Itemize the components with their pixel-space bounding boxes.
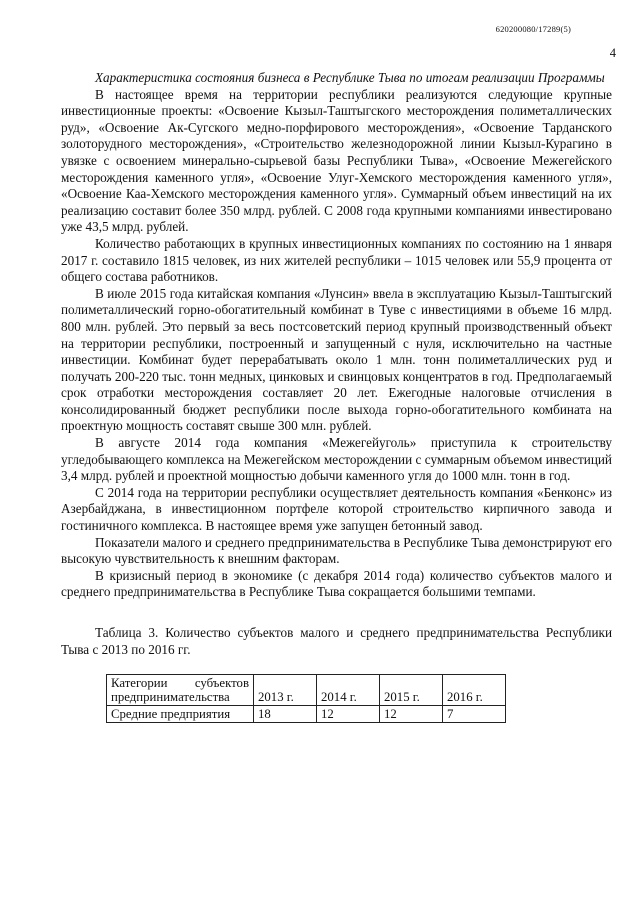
table-cell-2014: 12 — [317, 706, 380, 723]
sme-table — [106, 674, 506, 723]
paragraph-benkons: С 2014 года на территории республики осуществляет деятельность компания «Бенконс» из Азербайджана, в инвестиционном портфеле которой строительство кирпичного завода и гостиничного комплекса. В настоящее время уже запущен бетонный завод. — [61, 484, 612, 534]
table-cell-2016: 7 — [443, 706, 506, 723]
table-header-category: Категории субъектов предпринимательства — [107, 675, 254, 706]
table-row — [107, 706, 506, 723]
table-cell-category: Средние предприятия — [107, 706, 254, 723]
table-header-2015: 2015 г. — [380, 675, 443, 706]
paragraph-sme-indicators: Показатели малого и среднего предпринимательства в Республике Тыва демонстрируют его высокую чувствительность к внешним факторам. — [61, 534, 612, 567]
table-caption: Таблица 3. Количество субъектов малого и среднего предпринимательства Республики Тыва с 2013 по 2016 гг. — [61, 625, 612, 657]
section-title: Характеристика состояния бизнеса в Республике Тыва по итогам реализации Программы — [95, 70, 605, 85]
paragraph-crisis: В кризисный период в экономике (с декабря 2014 года) количество субъектов малого и среднего предпринимательства в Республике Тыва сокращается большими темпами. — [61, 567, 612, 600]
document-body — [61, 70, 612, 723]
table-cell-2015: 12 — [380, 706, 443, 723]
paragraph-employees: Количество работающих в крупных инвестиционных компаниях по состоянию на 1 января 2017 г. составило 1815 человек, из них жителей республики – 1015 человек или 55,9 процента от общего состава работников. — [61, 235, 612, 285]
table-header-2014: 2014 г. — [317, 675, 380, 706]
table-header-2016: 2016 г. — [443, 675, 506, 706]
table-cell-2013: 18 — [254, 706, 317, 723]
table-header-row — [107, 675, 506, 706]
document-id: 620200080/17289(5) — [495, 24, 571, 34]
paragraph-mezhegeyugol: В августе 2014 года компания «Межегейуголь» приступила к строительству угледобывающего комплекса на Межегейском месторождении с суммарным объемом инвестиций 3,4 млрд. рублей и проектной мощностью добычи каменного угля до 1000 млн. тонн в год. — [61, 435, 612, 484]
paragraph-projects: В настоящее время на территории республики реализуются следующие крупные инвестиционные проекты: «Освоение Кызыл-Таштыгского месторождения полиметаллических руд», «Освоение Ак-Сугского медно-порфирового месторождения», «Освоение Тарданского золоторудного месторождения», «Строительство железнодорожной линии Кызыл-Курагино в увязке с освоением минерально-сырьевой базы Республики Тыва», «Освоение Межегейского месторождения каменного угля», «Освоение Улуг-Хемского месторождения каменного угля», «Освоение Каа-Хемского месторождения каменного угля». Суммарный объем инвестиций на их реализацию составит более 350 млрд. рублей. С 2008 года крупными компаниями инвестировано уже 43,5 млрд. рублей. — [61, 86, 612, 235]
table-header-2013: 2013 г. — [254, 675, 317, 706]
paragraph-lunsin: В июле 2015 года китайская компания «Лунсин» ввела в эксплуатацию Кызыл-Таштыгский полиметаллический горно-обогатительный комбинат в Туве с инвестициями в объеме 16 млрд. 800 млн. рублей. Это первый за весь постсоветский период крупный производственный объект на территории республики, построенный и запущенный с нуля, исключительно на частные инвестиции. Комбинат будет перерабатывать около 1 млн. тонн полиметаллических руд и получать 200-220 тыс. тонн медных, цинковых и свинцовых концентратов в год. Предполагаемый срок отработки месторождения составляет 20 лет. Ежегодные налоговые отчисления в консолидированный бюджет республики после выхода горно-обогатительного комбината на проектную мощность составят свыше 300 млн. рублей. — [61, 285, 612, 434]
page-number: 4 — [609, 46, 616, 60]
